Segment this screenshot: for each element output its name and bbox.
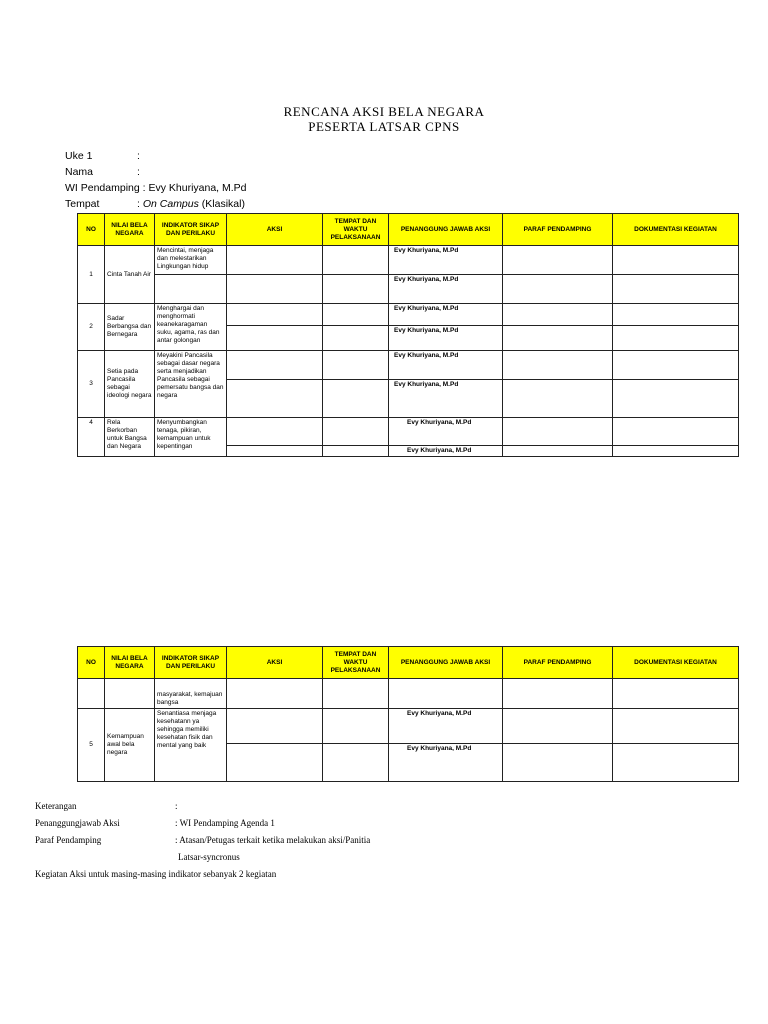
cell-tempat[interactable] — [323, 246, 389, 275]
cell-dok[interactable] — [613, 351, 739, 380]
row-pj: Evy Khuriyana, M.Pd — [389, 380, 503, 418]
cell-paraf[interactable] — [503, 275, 613, 304]
cell-dok[interactable] — [613, 709, 739, 744]
row-pj: Evy Khuriyana, M.Pd — [389, 351, 503, 380]
note-kegiatan: Kegiatan Aksi untuk masing-masing indikator sebanyak 2 kegiatan — [35, 869, 277, 879]
header-tempat: TEMPAT DAN WAKTU PELAKSANAAN — [323, 647, 389, 679]
cell-indikator-empty — [155, 275, 227, 304]
cell-aksi[interactable] — [227, 380, 323, 418]
cell-tempat[interactable] — [323, 418, 389, 446]
row-pj: Evy Khuriyana, M.Pd — [389, 246, 503, 275]
cell-aksi[interactable] — [227, 709, 323, 744]
row-nilai: Setia pada Pancasila sebagai ideologi negara — [105, 351, 155, 418]
cell-dok[interactable] — [613, 679, 739, 709]
ket-value: : — [175, 801, 178, 811]
cell-paraf[interactable] — [503, 246, 613, 275]
cell-paraf[interactable] — [503, 304, 613, 326]
row-nilai: Kemampuan awal bela negara — [105, 709, 155, 782]
header-indikator: INDIKATOR SIKAP DAN PERILAKU — [155, 647, 227, 679]
header-nilai: NILAI BELA NEGARA — [105, 647, 155, 679]
row-pj: Evy Khuriyana, M.Pd — [389, 709, 503, 744]
nama-value: : — [137, 166, 140, 178]
cell-tempat[interactable] — [323, 351, 389, 380]
header-paraf: PARAF PENDAMPING — [503, 647, 613, 679]
note-paraf-cont: Latsar-syncronus — [178, 852, 240, 862]
info-nama — [65, 166, 140, 178]
cell-aksi[interactable] — [227, 744, 323, 782]
row-indikator: Menyumbangkan tenaga, pikiran, kemampuan untuk kepentingan — [155, 418, 227, 457]
cell-tempat[interactable] — [323, 679, 389, 709]
paraf-label: Paraf Pendamping — [35, 835, 102, 845]
cell-paraf[interactable] — [503, 744, 613, 782]
doc-subtitle: PESERTA LATSAR CPNS — [308, 119, 460, 134]
cell-tempat[interactable] — [323, 744, 389, 782]
row-indikator: Mencintai, menjaga dan melestarikan Lingkungan hidup — [155, 246, 227, 275]
tempat-italic: On Campus — [142, 198, 199, 210]
pj-value: : WI Pendamping Agenda 1 — [175, 818, 275, 828]
cell-aksi[interactable] — [227, 418, 323, 446]
row-nilai: Sadar Berbangsa dan Bernegara — [105, 304, 155, 351]
row-pj: Evy Khuriyana, M.Pd — [389, 326, 503, 351]
doc-title: RENCANA AKSI BELA NEGARA — [283, 104, 485, 119]
cell-dok[interactable] — [613, 744, 739, 782]
info-tempat — [65, 198, 245, 210]
row-indikator: masyarakat, kemajuan bangsa — [155, 679, 227, 709]
row-pj: Evy Khuriyana, M.Pd — [389, 418, 503, 446]
header-tempat: TEMPAT DAN WAKTU PELAKSANAAN — [323, 214, 389, 246]
cell-aksi[interactable] — [227, 304, 323, 326]
header-aksi: AKSI — [227, 647, 323, 679]
cell-paraf[interactable] — [503, 446, 613, 457]
cell-paraf[interactable] — [503, 679, 613, 709]
paraf-value: : Atasan/Petugas terkait ketika melakukan aksi/Panitia — [175, 835, 371, 845]
cell-aksi[interactable] — [227, 446, 323, 457]
header-pj: PENANGGUNG JAWAB AKSI — [389, 647, 503, 679]
cell-paraf[interactable] — [503, 709, 613, 744]
cell-dok[interactable] — [613, 275, 739, 304]
row-nilai: Cinta Tanah Air — [105, 246, 155, 304]
cell-tempat[interactable] — [323, 304, 389, 326]
table-row — [78, 709, 739, 744]
header-nilai: NILAI BELA NEGARA — [105, 214, 155, 246]
row-pj: Evy Khuriyana, M.Pd — [389, 275, 503, 304]
note-paraf — [35, 835, 370, 845]
cell-pj-empty — [389, 679, 503, 709]
header-paraf: PARAF PENDAMPING — [503, 214, 613, 246]
info-wi — [65, 182, 247, 194]
nama-label: Nama — [65, 166, 94, 178]
row-pj: Evy Khuriyana, M.Pd — [389, 744, 503, 782]
header-indikator: INDIKATOR SIKAP DAN PERILAKU — [155, 214, 227, 246]
cell-dok[interactable] — [613, 304, 739, 326]
cell-aksi[interactable] — [227, 246, 323, 275]
table-row — [78, 246, 739, 275]
row-indikator: Senantiasa menjaga kesehatann ya sehingga memiliki kesehatan fisik dan mental yang baik — [155, 709, 227, 782]
header-pj: PENANGGUNG JAWAB AKSI — [389, 214, 503, 246]
cell-aksi[interactable] — [227, 679, 323, 709]
row-indikator: Menghargai dan menghormati keanekaragaman suku, agama, ras dan antar golongan — [155, 304, 227, 351]
table-header-row — [78, 647, 739, 679]
row-pj: Evy Khuriyana, M.Pd — [389, 446, 503, 457]
note-keterangan — [35, 801, 178, 811]
pj-label: Penanggungjawab Aksi — [35, 818, 120, 828]
uke-label: Uke 1 — [65, 150, 93, 162]
row-no: 1 — [78, 246, 105, 304]
table-header-row — [78, 214, 739, 246]
row-pj: Evy Khuriyana, M.Pd — [389, 304, 503, 326]
header-aksi: AKSI — [227, 214, 323, 246]
cell-tempat[interactable] — [323, 275, 389, 304]
ket-label: Keterangan — [35, 801, 77, 811]
tempat-sep: : — [137, 198, 140, 210]
row-nilai: Rela Berkorban untuk Bangsa dan Negara — [105, 418, 155, 457]
tempat-label: Tempat — [65, 198, 100, 210]
wi-value: : Evy Khuriyana, M.Pd — [142, 182, 247, 194]
info-uke — [65, 150, 140, 162]
cell-nilai-empty — [105, 679, 155, 709]
cell-dok[interactable] — [613, 380, 739, 418]
header-dok: DOKUMENTASI KEGIATAN — [613, 214, 739, 246]
table-row — [78, 679, 739, 709]
row-no: 2 — [78, 304, 105, 351]
wi-label: WI Pendamping — [65, 182, 140, 194]
row-no: 4 — [78, 418, 105, 457]
cell-dok[interactable] — [613, 418, 739, 446]
table-row — [78, 304, 739, 326]
cell-aksi[interactable] — [227, 275, 323, 304]
row-indikator: Meyakini Pancasila sebagai dasar negara serta menjadikan Pancasila sebagai pemersatu bangsa dan negara — [155, 351, 227, 418]
cell-aksi[interactable] — [227, 326, 323, 351]
table-row — [78, 351, 739, 380]
cell-dok[interactable] — [613, 446, 739, 457]
cell-tempat[interactable] — [323, 709, 389, 744]
table-row — [78, 418, 739, 446]
cell-paraf[interactable] — [503, 380, 613, 418]
cell-tempat[interactable] — [323, 446, 389, 457]
note-pj — [35, 818, 275, 828]
table-row — [78, 275, 739, 304]
cell-paraf[interactable] — [503, 418, 613, 446]
header-no: NO — [78, 647, 105, 679]
cell-paraf[interactable] — [503, 326, 613, 351]
cell-dok[interactable] — [613, 246, 739, 275]
row-no: 3 — [78, 351, 105, 418]
cell-dok[interactable] — [613, 326, 739, 351]
header-dok: DOKUMENTASI KEGIATAN — [613, 647, 739, 679]
action-plan-table-continued — [77, 646, 739, 782]
cell-tempat[interactable] — [323, 380, 389, 418]
row-no: 5 — [78, 709, 105, 782]
tempat-rest: (Klasikal) — [201, 198, 245, 210]
cell-aksi[interactable] — [227, 351, 323, 380]
cell-no-empty — [78, 679, 105, 709]
cell-paraf[interactable] — [503, 351, 613, 380]
action-plan-table — [77, 213, 739, 457]
header-no: NO — [78, 214, 105, 246]
uke-value: : — [137, 150, 140, 162]
cell-tempat[interactable] — [323, 326, 389, 351]
